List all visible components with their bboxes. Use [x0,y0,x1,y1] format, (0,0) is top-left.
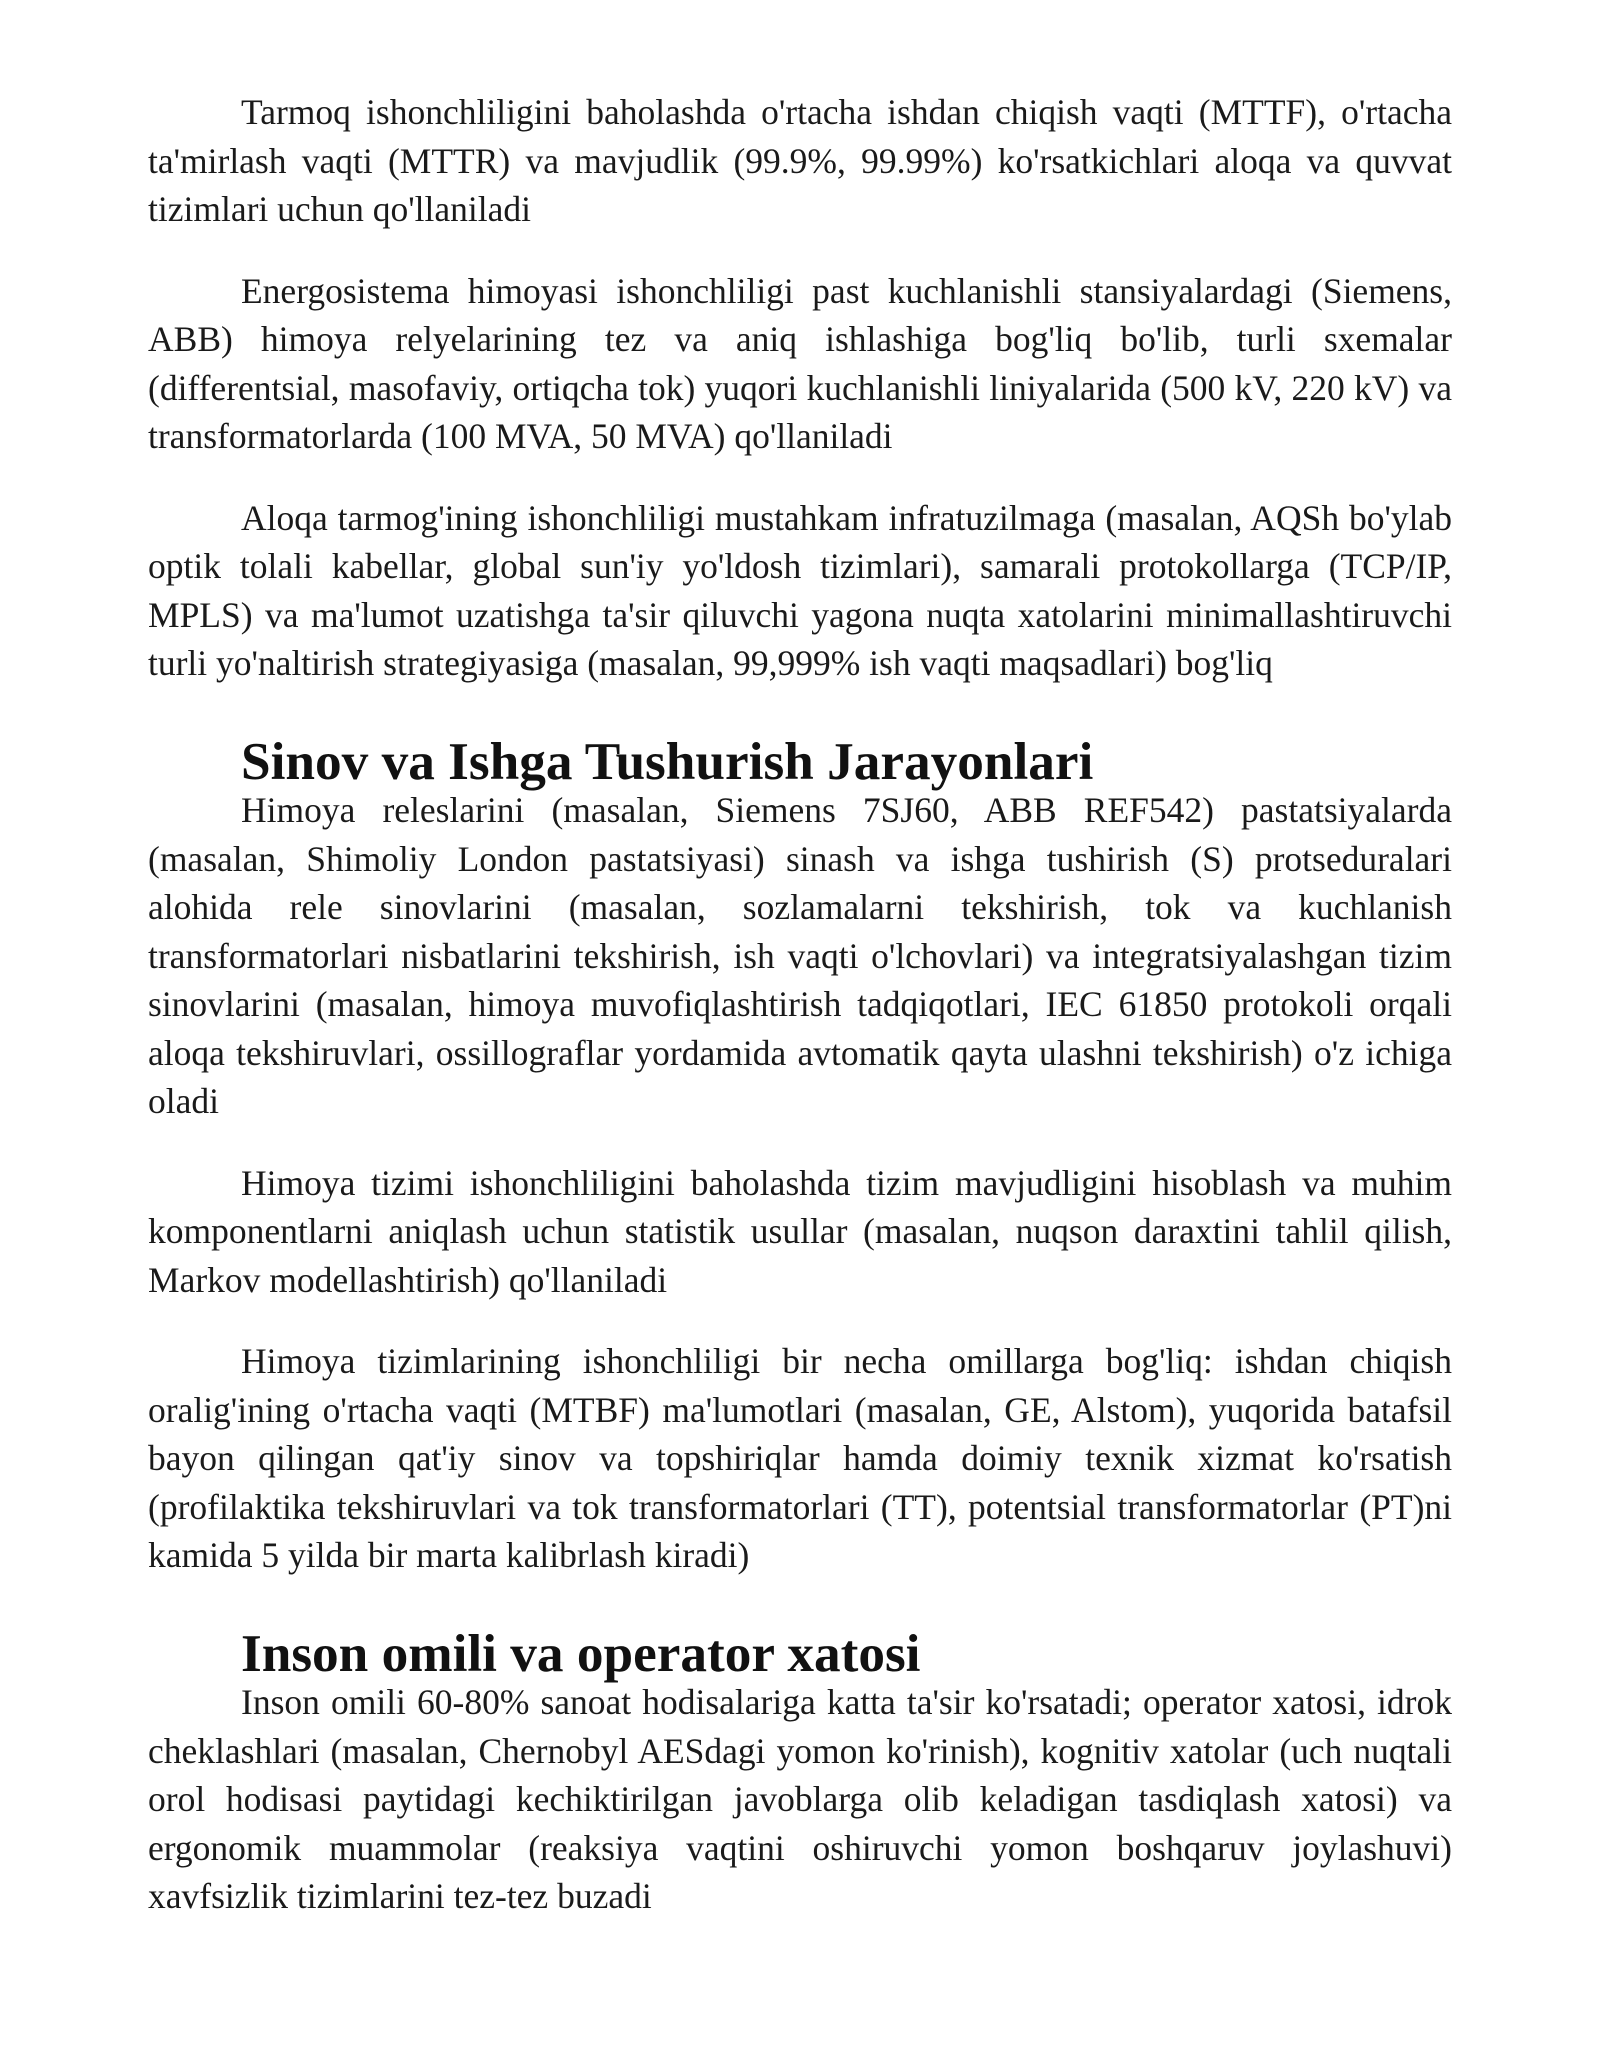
paragraph-human-factor: Inson omili 60-80% sanoat hodisalariga katta ta'sir ko'rsatadi; operator xatosi, idrok cheklashlari (masalan, Chernobyl AESdagi yomon ko'rinish), kognitiv xatolar (uch nuqtali orol hodisasi paytidagi kechiktirilgan javoblarga olib keladigan tasdiqlash xatosi) va ergonomik muammolar (reaksiya vaqtini oshiruvchi yomon boshqaruv joylashuvi) xavfsizlik tizimlarini tez-tez buzadi [148,1682,1452,1916]
paragraph-relay-testing: Himoya releslarini (masalan, Siemens 7SJ60, ABB REF542) pastatsiyalarda (masalan, Shimoliy London pastatsiyasi) sinash va ishga tushirish (S) protseduralari alohida rele sinovlarini (masalan, sozlamalarni tekshirish, tok va kuchlanish transformatorlari nisbatlarini tekshirish, ish vaqti o'lchovlari) va integratsiyalashgan tizim sinovlarini (masalan, himoya muvofiqlashtirish tadqiqotlari, IEC 61850 protokoli orqali aloqa tekshiruvlari, ossillograflar yordamida avtomatik qayta ulashni tekshirish) o'z ichiga oladi [148,790,1452,1121]
paragraph-power-system-protection: Energosistema himoyasi ishonchliligi past kuchlanishli stansiyalardagi (Siemens, ABB) himoya relyelarining tez va aniq ishlashiga bog'liq bo'lib, turli sxemalar (differentsial, masofaviy, ortiqcha tok) yuqori kuchlanishli liniyalarida (500 kV, 220 kV) va transformatorlarda (100 MVA, 50 MVA) qo'llaniladi [148,270,1452,456]
section-heading-testing: Sinov va Ishga Tushurish Jarayonlari [241,731,1094,791]
paragraph-reliability-assessment: Himoya tizimi ishonchliligini baholashda tizim mavjudligini hisoblash va muhim komponentlarni aniqlash uchun statistik usullar (masalan, nuqson daraxtini tahlil qilish, Markov modellashtirish) qo'llaniladi [148,1162,1452,1300]
paragraph-network-reliability: Tarmoq ishonchliligini baholashda o'rtacha ishdan chiqish vaqti (MTTF), o'rtacha ta'mirlash vaqti (MTTR) va mavjudlik (99.9%, 99.99%) ko'rsatkichlari aloqa va quvvat tizimlari uchun qo'llaniladi [148,92,1452,229]
paragraph-protection-factors: Himoya tizimlarining ishonchliligi bir necha omillarga bog'liq: ishdan chiqish oralig'ining o'rtacha vaqti (MTBF) ma'lumotlari (masalan, GE, Alstom), yuqorida batafsil bayon qilingan qat'iy sinov va topshiriqlar hamda doimiy texnik xizmat ko'rsatish (profilaktika tekshiruvlari va tok transformatorlari (TT), potentsial transformatorlar (PT)ni kamida 5 yilda bir marta kalibrlash kiradi) [148,1341,1452,1575]
paragraph-communication-network: Aloqa tarmog'ining ishonchliligi mustahkam infratuzilmaga (masalan, AQSh bo'ylab optik tolali kabellar, global sun'iy yo'ldosh tizimlari), samarali protokollarga (TCP/IP, MPLS) va ma'lumot uzatishga ta'sir qiluvchi yagona nuqta xatolarini minimallashtiruvchi turli yo'naltirish strategiyasiga (masalan, 99,999% ish vaqti maqsadlari) bog'liq [148,497,1452,683]
section-heading-human-factor: Inson omili va operator xatosi [241,1623,921,1683]
document-body [148,88,1452,1954]
